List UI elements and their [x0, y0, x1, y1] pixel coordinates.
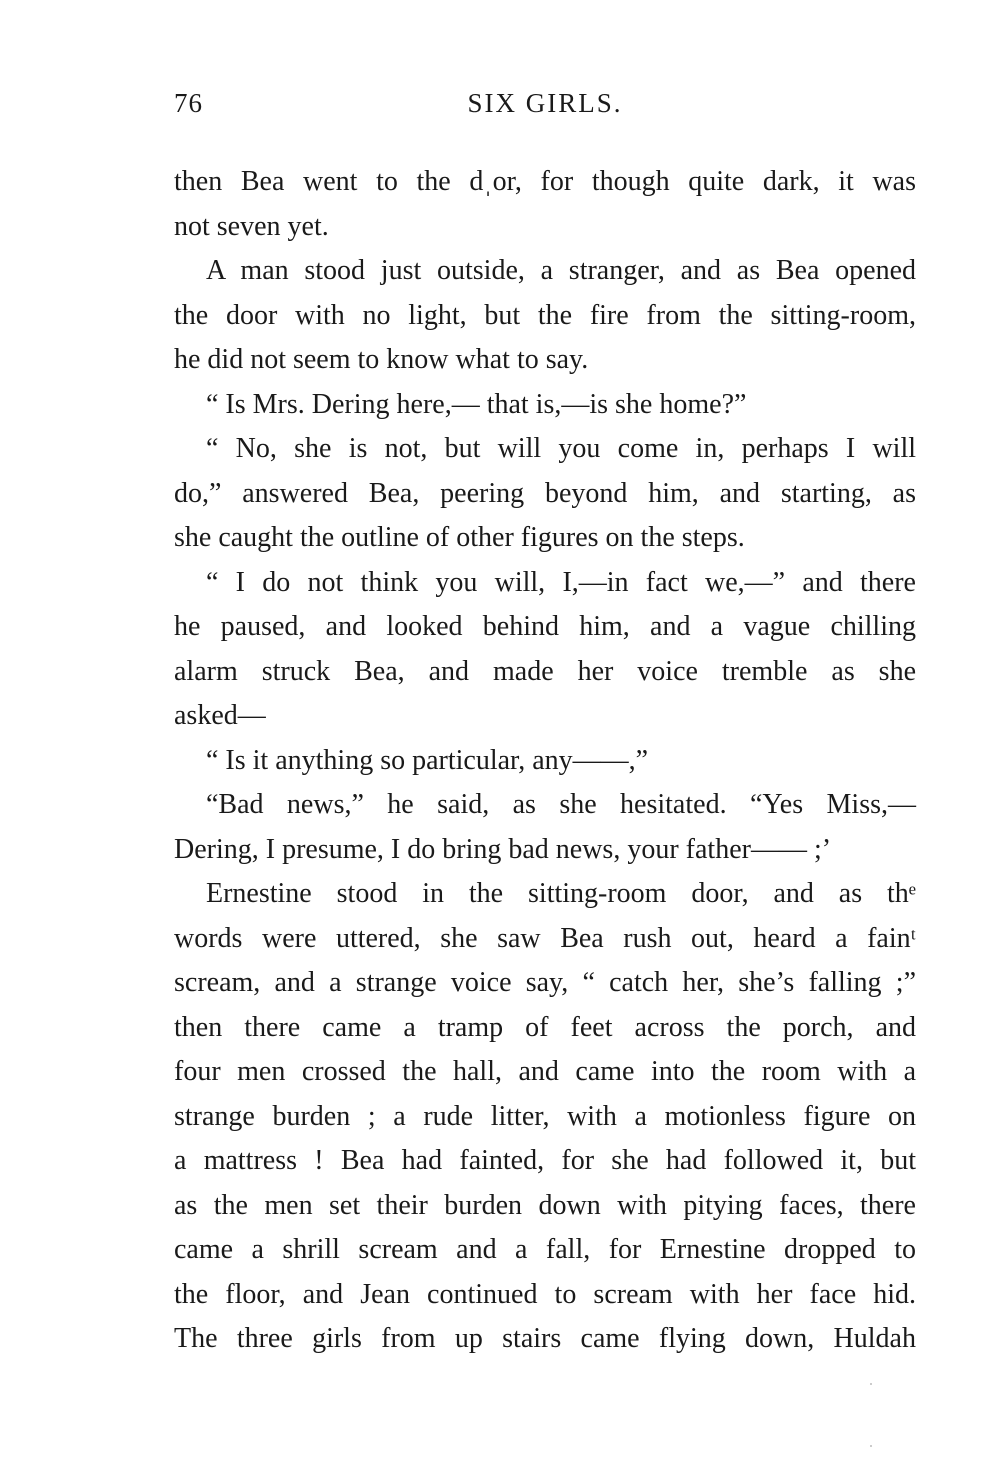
- text-line: a mattress ! Bea had fainted, for she had followed it, but: [174, 1145, 916, 1176]
- text-line: not seven yet.: [174, 210, 329, 242]
- text-line: The three girls from up stairs came flying down, Huldah: [174, 1323, 916, 1354]
- text-line: he paused, and looked behind him, and a vague chilling: [174, 611, 916, 642]
- body-text: [174, 160, 916, 1362]
- text-line: asked—: [174, 700, 266, 731]
- text-line: A man stood just outside, a stranger, and as Bea opened: [206, 255, 916, 286]
- text-line: “ No, she is not, but will you come in, perhaps I will: [206, 433, 916, 464]
- text-line: then Bea went to the dˌor, for though quite dark, it was: [174, 166, 916, 197]
- speck-mark: [870, 1383, 872, 1385]
- text-line: four men crossed the hall, and came into the room with a: [174, 1056, 916, 1087]
- text-line: as the men set their burden down with pitying faces, there: [174, 1189, 916, 1221]
- text-line: she caught the outline of other figures on the steps.: [174, 522, 745, 553]
- text-line: the door with no light, but the fire from the sitting-room,: [174, 299, 916, 331]
- text-line: then there came a tramp of feet across the porch, and: [174, 1011, 916, 1043]
- text-line: the floor, and Jean continued to scream with her face hid.: [174, 1278, 916, 1310]
- page-number: 76: [174, 88, 203, 118]
- text-line: strange burden ; a rude litter, with a motionless figure on: [174, 1100, 916, 1132]
- text-line: words were uttered, she saw Bea rush out, heard a fainᵗ: [174, 922, 916, 954]
- page-header: [174, 88, 916, 128]
- text-line: alarm struck Bea, and made her voice tremble as she: [174, 655, 916, 687]
- text-line: came a shrill scream and a fall, for Ernestine dropped to: [174, 1234, 916, 1265]
- speck-mark: [870, 1445, 872, 1447]
- text-line: “ Is Mrs. Dering here,— that is,—is she home?”: [206, 388, 747, 420]
- running-title: SIX GIRLS.: [467, 88, 623, 118]
- text-line: do,” answered Bea, peering beyond him, and starting, as: [174, 477, 916, 509]
- text-line: scream, and a strange voice say, “ catch her, she’s falling ;”: [174, 967, 916, 998]
- text-line: “ I do not think you will, I,—in fact we,—” and there: [206, 566, 916, 598]
- text-line: he did not seem to know what to say.: [174, 344, 589, 375]
- text-line: Ernestine stood in the sitting-room door, and as thᵉ: [206, 878, 916, 909]
- text-line: Dering, I presume, I do bring bad news, your father—— ;’: [174, 833, 832, 865]
- text-line: “ Is it anything so particular, any——,”: [206, 744, 649, 776]
- text-line: “Bad news,” he said, as she hesitated. “Yes Miss,—: [206, 789, 916, 820]
